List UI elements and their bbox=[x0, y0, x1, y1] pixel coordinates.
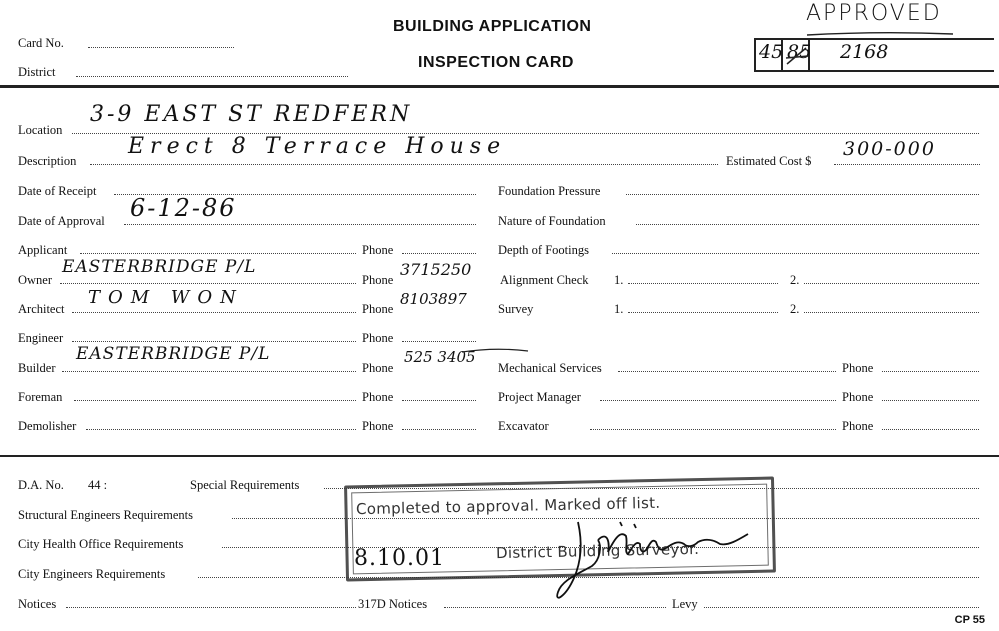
card-no-line bbox=[88, 46, 234, 48]
stamp-line2: District Building Surveyor. bbox=[495, 539, 700, 563]
approved-underline bbox=[805, 30, 955, 38]
foundation-pressure-line bbox=[626, 193, 979, 195]
project-manager-label: Project Manager bbox=[498, 390, 581, 404]
city-engineers-requirements-label: City Engineers Requirements bbox=[18, 567, 166, 581]
alignment-check-2: 2. bbox=[790, 273, 800, 287]
description-value: Erect 8 Terrace House bbox=[128, 134, 507, 159]
architect-phone-value: 8103897 bbox=[400, 290, 467, 308]
mechanical-services-line bbox=[618, 370, 836, 372]
estimated-cost-value: 300-000 bbox=[843, 138, 936, 160]
owner-phone-value: 3715250 bbox=[400, 260, 472, 279]
engineer-label: Engineer bbox=[18, 331, 64, 345]
owner-label: Owner bbox=[18, 273, 53, 287]
health-requirements-label: City Health Office Requirements bbox=[18, 537, 184, 551]
demolisher-line bbox=[86, 428, 356, 430]
builder-line bbox=[62, 370, 356, 372]
special-requirements-label: Special Requirements bbox=[190, 478, 300, 492]
survey-1: 1. bbox=[614, 302, 624, 316]
nature-of-foundation-line bbox=[636, 223, 979, 225]
project-manager-phone-line bbox=[882, 399, 979, 401]
owner-phone-label: Phone bbox=[362, 273, 394, 287]
form-title-line2: INSPECTION CARD bbox=[418, 54, 574, 71]
alignment-check-1-line bbox=[628, 282, 778, 284]
nature-of-foundation-label: Nature of Foundation bbox=[498, 214, 606, 228]
survey-1-line bbox=[628, 311, 778, 313]
project-manager-line bbox=[600, 399, 836, 401]
approval-number-part2: 85 bbox=[787, 41, 812, 63]
mechanical-services-label: Mechanical Services bbox=[498, 361, 602, 375]
strike-mark bbox=[784, 41, 812, 68]
da-no-label: D.A. No. bbox=[18, 478, 64, 492]
notices-line bbox=[66, 606, 356, 608]
section-rule bbox=[0, 455, 999, 457]
survey-label: Survey bbox=[498, 302, 534, 316]
survey-2: 2. bbox=[790, 302, 800, 316]
excavator-phone-line bbox=[882, 428, 979, 430]
owner-line bbox=[60, 282, 356, 284]
alignment-check-label: Alignment Check bbox=[500, 273, 589, 287]
approval-number-part3: 2168 bbox=[840, 41, 889, 63]
builder-value: EASTERBRIDGE P/L bbox=[76, 344, 271, 364]
depth-of-footings-label: Depth of Footings bbox=[498, 243, 589, 257]
estimated-cost-label: Estimated Cost $ bbox=[726, 154, 812, 168]
date-of-receipt-label: Date of Receipt bbox=[18, 184, 97, 198]
form-code: CP 55 bbox=[954, 614, 985, 626]
approval-number-part1: 45 bbox=[759, 41, 784, 63]
excavator-line bbox=[590, 428, 836, 430]
card-no-label: Card No. bbox=[18, 36, 64, 50]
builder-label: Builder bbox=[18, 361, 56, 375]
depth-of-footings-line bbox=[612, 252, 979, 254]
structural-requirements-label: Structural Engineers Requirements bbox=[18, 508, 193, 522]
engineer-phone-label: Phone bbox=[362, 331, 394, 345]
demolisher-phone-label: Phone bbox=[362, 419, 394, 433]
builder-phone-value: 525 3405 bbox=[404, 348, 476, 366]
survey-2-line bbox=[804, 311, 979, 313]
foreman-line bbox=[74, 399, 356, 401]
architect-phone-label: Phone bbox=[362, 302, 394, 316]
location-value: 3-9 EAST ST REDFERN bbox=[90, 102, 413, 127]
district-line bbox=[76, 75, 348, 77]
date-of-approval-value: 6-12-86 bbox=[130, 194, 237, 222]
estimated-cost-line bbox=[834, 163, 980, 165]
applicant-line bbox=[80, 252, 356, 254]
applicant-phone-label: Phone bbox=[362, 243, 394, 257]
district-label: District bbox=[18, 65, 56, 79]
engineer-line bbox=[72, 340, 356, 342]
mechanical-services-phone-label: Phone bbox=[842, 361, 874, 375]
foreman-phone-line bbox=[402, 399, 476, 401]
alignment-check-1: 1. bbox=[614, 273, 624, 287]
architect-label: Architect bbox=[18, 302, 65, 316]
signature bbox=[548, 500, 768, 610]
architect-value: TOM WON bbox=[88, 287, 244, 308]
date-of-approval-line bbox=[124, 223, 476, 225]
stamp-date: 8.10.01 bbox=[354, 546, 445, 571]
approved-handwriting: APPROVED bbox=[806, 1, 942, 26]
owner-value: EASTERBRIDGE P/L bbox=[62, 257, 257, 277]
engineer-phone-line bbox=[402, 340, 476, 342]
demolisher-label: Demolisher bbox=[18, 419, 77, 433]
notices-label: Notices bbox=[18, 597, 57, 611]
applicant-phone-line bbox=[402, 252, 476, 254]
foreman-phone-label: Phone bbox=[362, 390, 394, 404]
mechanical-services-phone-line bbox=[882, 370, 979, 372]
architect-line bbox=[72, 311, 356, 313]
location-label: Location bbox=[18, 123, 63, 137]
description-label: Description bbox=[18, 154, 77, 168]
excavator-phone-label: Phone bbox=[842, 419, 874, 433]
header-rule bbox=[0, 85, 999, 88]
foundation-pressure-label: Foundation Pressure bbox=[498, 184, 601, 198]
foreman-label: Foreman bbox=[18, 390, 63, 404]
notices-317d-label: 317D Notices bbox=[358, 597, 428, 611]
project-manager-phone-label: Phone bbox=[842, 390, 874, 404]
alignment-check-2-line bbox=[804, 282, 979, 284]
stamp-line1: Completed to approval. Marked off list. bbox=[355, 493, 661, 519]
applicant-label: Applicant bbox=[18, 243, 68, 257]
builder-phone-label: Phone bbox=[362, 361, 394, 375]
demolisher-phone-line bbox=[402, 428, 476, 430]
form-title-line1: BUILDING APPLICATION bbox=[393, 18, 592, 35]
description-line bbox=[90, 163, 718, 165]
da-no-value: 44 : bbox=[88, 478, 108, 492]
excavator-label: Excavator bbox=[498, 419, 549, 433]
builder-phone-underline bbox=[460, 346, 530, 356]
date-of-approval-label: Date of Approval bbox=[18, 214, 105, 228]
levy-label: Levy bbox=[672, 597, 698, 611]
